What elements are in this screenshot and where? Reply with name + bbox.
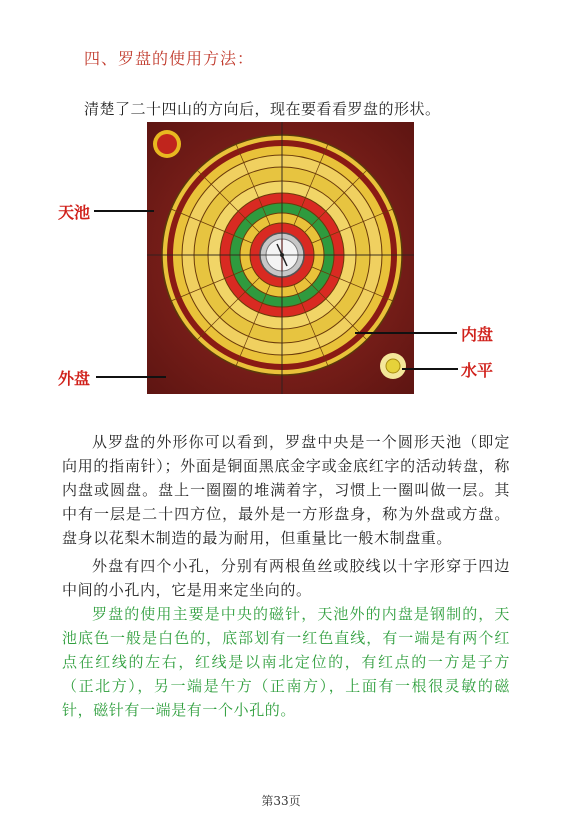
leader-tianchi [94,210,154,212]
paragraph-1: 从罗盘的外形你可以看到，罗盘中央是一个圆形天池（即定向用的指南针）；外面是铜面黑底金字或金底红字的活动转盘，称内盘或圆盘。盘上一圈圈的堆满着字，习惯上一圈叫做一层。其中有一层是二十四方位，最外是一方形盘身，称为外盘或方盘。盘身以花梨木制造的最为耐用，但重量比一般木制盘重。 [62,433,510,547]
leader-shuiping [402,368,458,370]
paragraph-3: 罗盘的使用主要是中央的磁针，天池外的内盘是钢制的，天池底色一般是白色的，底部划有一红色直线，有一端是有两个红点在红线的左右，红线是以南北定位的，有红点的一方是子方（正北方），另一端是午方（正南方），上面有一根很灵敏的磁针，磁针有一端是有一个小孔的。 [62,605,510,719]
section-heading: 四、罗盘的使用方法： [84,49,255,68]
callout-neipan: 内盘 [461,325,494,344]
leader-neipan [355,332,457,334]
paragraph-2: 外盘有四个小孔，分别有两根鱼丝或胶线以十字形穿于四边中间的小孔内，它是用来定坐向的。 [62,557,510,599]
callout-shuiping: 水平 [461,361,494,380]
callout-waipan: 外盘 [58,369,91,388]
leader-waipan [96,376,166,378]
bubble-level-icon [380,353,406,379]
luopan-illustration [147,122,414,394]
callout-tianchi: 天池 [58,203,91,222]
page-number: 第33页 [261,794,301,808]
corner-seal-icon [153,130,181,158]
luopan-figure [147,122,414,394]
intro-text: 清楚了二十四山的方向后，现在要看看罗盘的形状。 [84,100,441,118]
